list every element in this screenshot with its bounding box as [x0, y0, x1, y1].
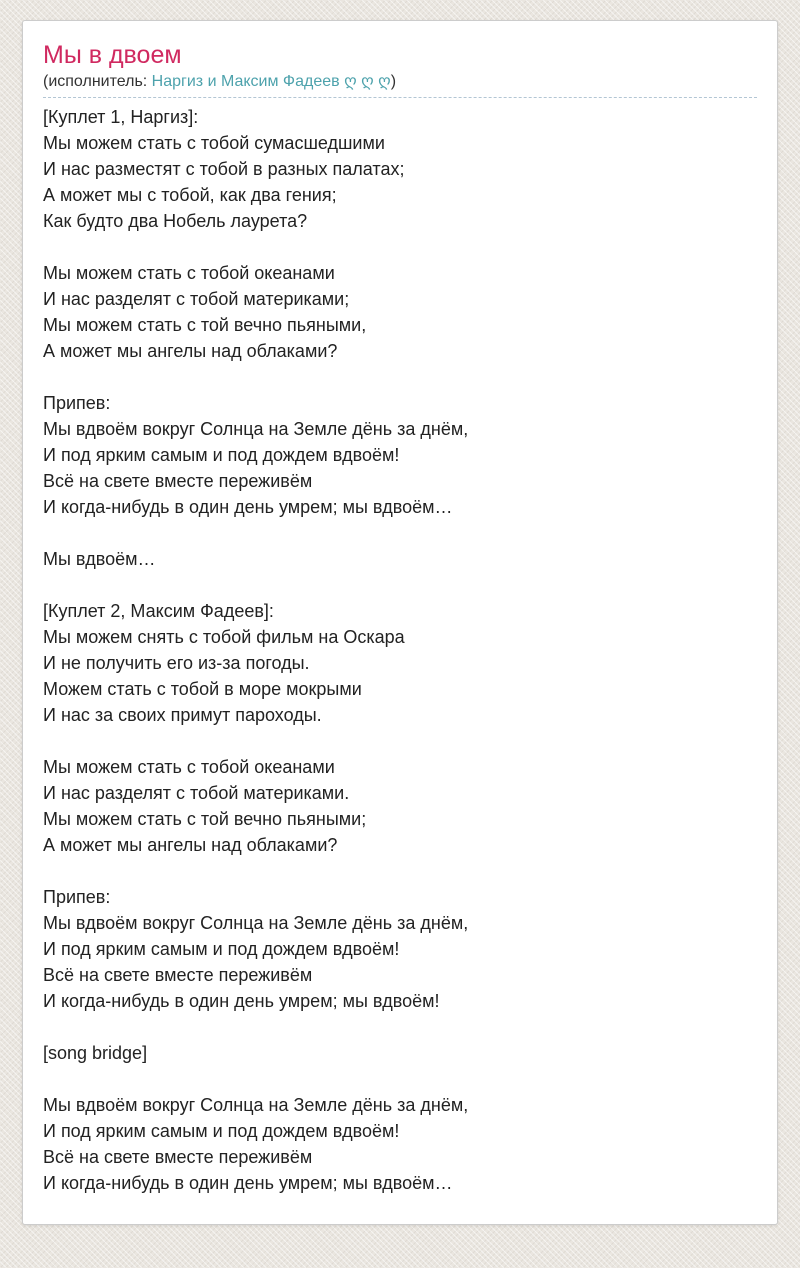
- lyrics-stanza: [43, 754, 757, 858]
- lyric-line: Как будто два Нобель лаурета?: [43, 211, 308, 231]
- lyric-line: Всё на свете вместе переживём: [43, 965, 313, 985]
- lyric-line: И нас разделят с тобой материками.: [43, 783, 350, 803]
- lyrics-stanza: [43, 884, 757, 1014]
- lyrics-stanza: [43, 546, 757, 572]
- lyric-line: Припев:: [43, 393, 111, 413]
- page-title: Мы в двоем: [43, 41, 182, 69]
- lyric-line: И когда-нибудь в один день умрем; мы вдвоём…: [43, 497, 453, 517]
- lyrics-stanza: [43, 598, 757, 728]
- lyric-line: [Куплет 2, Максим Фадеев]:: [43, 601, 274, 621]
- lyrics-card: [22, 20, 778, 1225]
- lyric-line: И когда-нибудь в один день умрем; мы вдвоём!: [43, 991, 440, 1011]
- lyric-line: Мы можем стать с тобой океанами: [43, 263, 335, 283]
- lyric-line: А может мы ангелы над облаками?: [43, 835, 338, 855]
- lyric-line: А может мы с тобой, как два гения;: [43, 185, 337, 205]
- lyric-line: И не получить его из-за погоды.: [43, 653, 310, 673]
- lyrics-stanza: [43, 1040, 757, 1066]
- lyric-line: Припев:: [43, 887, 111, 907]
- lyrics-text: [43, 104, 757, 1196]
- lyric-line: Мы можем стать с той вечно пьяными;: [43, 809, 367, 829]
- lyric-line: И нас за своих примут пароходы.: [43, 705, 322, 725]
- artist-label: (исполнитель:: [43, 73, 152, 90]
- artist-line: [43, 71, 757, 93]
- lyric-line: Мы вдвоём вокруг Солнца на Земле дёнь за днём,: [43, 913, 469, 933]
- lyrics-stanza: [43, 1092, 757, 1196]
- lyric-line: Всё на свете вместе переживём: [43, 1147, 313, 1167]
- lyrics-stanza: [43, 104, 757, 234]
- lyric-line: И под ярким самым и под дождем вдвоём!: [43, 445, 400, 465]
- lyric-line: [song bridge]: [43, 1043, 148, 1063]
- lyric-line: Мы можем снять с тобой фильм на Оскара: [43, 627, 405, 647]
- lyric-line: А может мы ангелы над облаками?: [43, 341, 338, 361]
- lyric-line: Мы можем стать с тобой сумасшедшими: [43, 133, 385, 153]
- lyric-line: Всё на свете вместе переживём: [43, 471, 313, 491]
- lyric-line: И под ярким самым и под дождем вдвоём!: [43, 1121, 400, 1141]
- artist-line-closing-paren: ): [390, 73, 397, 90]
- lyric-line: И под ярким самым и под дождем вдвоём!: [43, 939, 400, 959]
- lyric-line: Мы можем стать с той вечно пьяными,: [43, 315, 367, 335]
- artist-link[interactable]: Наргиз и Максим Фадеев ღ ღ ღ: [151, 73, 391, 90]
- lyric-line: Можем стать с тобой в море мокрыми: [43, 679, 362, 699]
- lyric-line: Мы вдвоём…: [43, 549, 156, 569]
- lyrics-stanza: [43, 260, 757, 364]
- lyric-line: И нас разместят с тобой в разных палатах;: [43, 159, 405, 179]
- lyric-line: И когда-нибудь в один день умрем; мы вдвоём…: [43, 1173, 453, 1193]
- dotted-separator: [43, 97, 757, 98]
- lyric-line: Мы можем стать с тобой океанами: [43, 757, 335, 777]
- lyric-line: [Куплет 1, Наргиз]:: [43, 107, 199, 127]
- lyric-line: Мы вдвоём вокруг Солнца на Земле дёнь за днём,: [43, 1095, 469, 1115]
- lyric-line: И нас разделят с тобой материками;: [43, 289, 350, 309]
- lyric-line: Мы вдвоём вокруг Солнца на Земле дёнь за днём,: [43, 419, 469, 439]
- lyrics-stanza: [43, 390, 757, 520]
